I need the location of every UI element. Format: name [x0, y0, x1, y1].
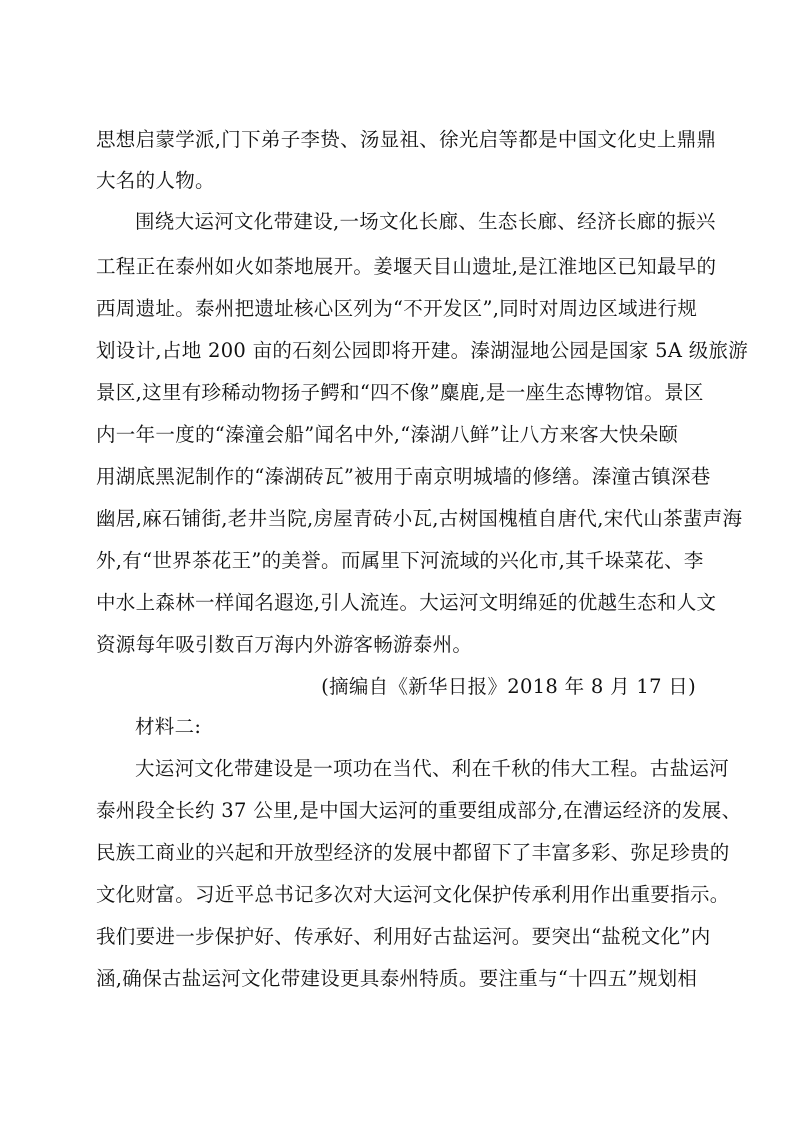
paragraph-line: 西周遗址。泰州把遗址核心区列为“不开发区”,同时对周边区域进行规: [96, 297, 698, 320]
paragraph-line: 内一年一度的“溱潼会船”闻名中外,“溱湖八鲜”让八方来客大快朵颐: [96, 423, 679, 446]
paragraph-line: 用湖底黑泥制作的“溱湖砖瓦”被用于南京明城墙的修缮。溱潼古镇深巷: [96, 465, 711, 488]
paragraph-line: 大运河文化带建设是一项功在当代、利在千秋的伟大工程。古盐运河: [135, 757, 730, 780]
paragraph-line: 中水上森林一样闻名遐迩,引人流连。大运河文明绵延的优越生态和人文: [96, 591, 717, 614]
paragraph-line: 涵,确保古盐运河文化带建设更具泰州特质。要注重与“十四五”规划相: [96, 967, 698, 990]
paragraph-line: 围绕大运河文化带建设,一场文化长廊、生态长廊、经济长廊的振兴: [135, 210, 716, 233]
paragraph-line: 我们要进一步保护好、传承好、利用好古盐运河。要突出“盐税文化”内: [96, 925, 711, 948]
paragraph-line: 思想启蒙学派,门下弟子李贽、汤显祖、徐光启等都是中国文化史上鼎鼎: [96, 128, 717, 151]
paragraph-line: 民族工商业的兴起和开放型经济的发展中都留下了丰富多彩、弥足珍贵的: [96, 841, 730, 864]
source-citation: (摘编自《新华日报》2018 年 8 月 17 日): [321, 675, 696, 698]
paragraph-line: 划设计,占地 200 亩的石刻公园即将开建。溱湖湿地公园是国家 5A 级旅游: [96, 339, 749, 362]
paragraph-line: 外,有“世界茶花王”的美誉。而属里下河流域的兴化市,其千垛菜花、李: [96, 549, 704, 572]
paragraph-line: 文化财富。习近平总书记多次对大运河文化保护传承利用作出重要指示。: [96, 883, 730, 906]
section-heading: 材料二:: [135, 715, 202, 738]
paragraph-line: 景区,这里有珍稀动物扬子鳄和“四不像”麋鹿,是一座生态博物馆。景区: [96, 381, 704, 404]
paragraph-line: 幽居,麻石铺街,老井当院,房屋青砖小瓦,古树国槐植自唐代,宋代山茶蜚声海: [96, 507, 743, 530]
paragraph-line: 资源每年吸引数百万海内外游客畅游泰州。: [96, 633, 473, 656]
paragraph-line: 泰州段全长约 37 公里,是中国大运河的重要组成部分,在漕运经济的发展、: [96, 799, 742, 822]
paragraph-line: 大名的人物。: [96, 169, 215, 192]
paragraph-line: 工程正在泰州如火如荼地展开。姜堰天目山遗址,是江淮地区已知最早的: [96, 255, 717, 278]
